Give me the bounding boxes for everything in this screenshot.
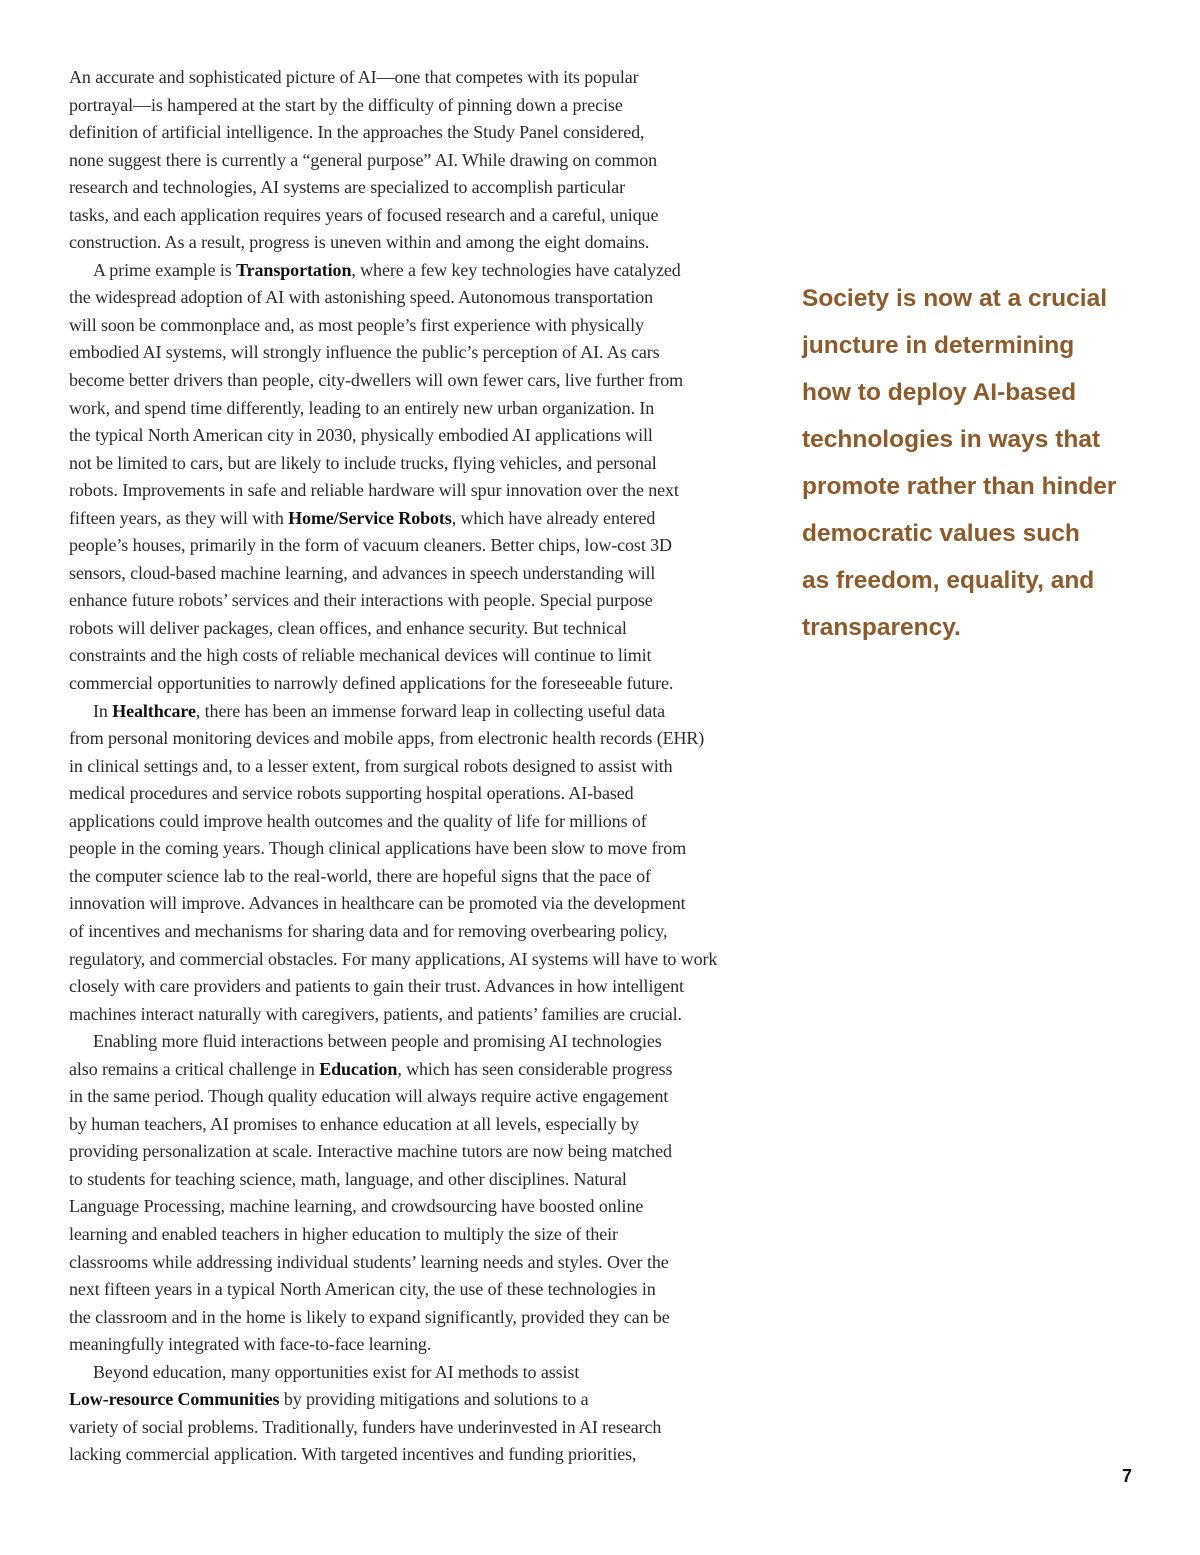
paragraph <box>69 1028 781 1359</box>
text-line: Enabling more fluid interactions between people and promising AI technologies <box>93 1031 662 1052</box>
text-line: An accurate and sophisticated picture of AI—one that competes with its popular <box>69 67 639 87</box>
text-line: variety of social problems. Traditionally, funders have underinvested in AI research <box>69 1416 662 1437</box>
text-line: machines interact naturally with caregivers, patients, and patients’ families are crucial. <box>69 1003 682 1024</box>
line-text-after: , which has seen considerable progress <box>397 1058 673 1079</box>
text-line: enhance future robots’ services and their interactions with people. Special purpose <box>69 590 653 611</box>
text-line: medical procedures and service robots supporting hospital operations. AI-based <box>69 783 634 804</box>
text-line <box>69 698 781 726</box>
paragraph <box>69 1359 781 1469</box>
pull-quote-line: technologies in ways that <box>802 426 1101 453</box>
text-line: next fifteen years in a typical North American city, the use of these technologies in <box>69 1279 656 1300</box>
text-line: providing personalization at scale. Interactive machine tutors are now being matched <box>69 1141 672 1162</box>
text-line: definition of artificial intelligence. In the approaches the Study Panel considered, <box>69 122 645 143</box>
line-text-before: also remains a critical challenge in <box>69 1058 320 1079</box>
text-line: of incentives and mechanisms for sharing data and for removing overbearing policy, <box>69 920 668 941</box>
text-line: the typical North American city in 2030, physically embodied AI applications will <box>69 425 653 446</box>
pull-quote-line: how to deploy AI-based <box>802 379 1077 406</box>
text-line: classrooms while addressing individual students’ learning needs and styles. Over the <box>69 1251 669 1272</box>
pull-quote-line: juncture in determining <box>802 332 1075 359</box>
pull-quote-line: Society is now at a crucial <box>802 285 1108 312</box>
pull-quote-line: promote rather than hinder <box>802 473 1117 500</box>
text-line: the computer science lab to the real-world, there are hopeful signs that the pace of <box>69 865 651 886</box>
text-line <box>69 1386 781 1414</box>
text-line: none suggest there is currently a “general purpose” AI. While drawing on common <box>69 149 658 170</box>
text-line: by human teachers, AI promises to enhance education at all levels, especially by <box>69 1113 639 1134</box>
text-line: not be limited to cars, but are likely to include trucks, flying vehicles, and personal <box>69 452 657 473</box>
page-number: 7 <box>1121 1466 1132 1486</box>
text-line: sensors, cloud-based machine learning, and advances in speech understanding will <box>69 562 656 583</box>
line-text-after: , which have already entered <box>451 507 656 528</box>
text-line: will soon be commonplace and, as most people’s first experience with physically <box>69 314 644 335</box>
text-line: from personal monitoring devices and mobile apps, from electronic health records (EHR) <box>69 728 705 749</box>
text-line: to students for teaching science, math, language, and other disciplines. Natural <box>69 1168 627 1189</box>
text-line: Language Processing, machine learning, and crowdsourcing have boosted online <box>69 1196 644 1217</box>
pull-quote-line: transparency. <box>802 614 961 641</box>
text-line: people in the coming years. Though clinical applications have been slow to move from <box>69 838 687 859</box>
text-line: in the same period. Though quality education will always require active engagement <box>69 1086 669 1107</box>
text-line <box>69 1056 781 1084</box>
pull-quote <box>802 275 1147 651</box>
domain-term: Home/Service Robots <box>288 507 452 528</box>
body-text <box>69 64 781 1469</box>
line-text-after: by providing mitigations and solutions to a <box>279 1389 589 1410</box>
text-line: learning and enabled teachers in higher education to multiply the size of their <box>69 1223 618 1244</box>
text-line: become better drivers than people, city-dwellers will own fewer cars, live further from <box>69 370 684 391</box>
text-line: innovation will improve. Advances in healthcare can be promoted via the development <box>69 893 686 914</box>
domain-term: Healthcare <box>112 700 196 721</box>
text-line: robots will deliver packages, clean offices, and enhance security. But technical <box>69 617 627 638</box>
text-line: closely with care providers and patients to gain their trust. Advances in how intelligent <box>69 976 684 997</box>
text-line: commercial opportunities to narrowly defined applications for the foreseeable future. <box>69 673 674 694</box>
text-line: regulatory, and commercial obstacles. For many applications, AI systems will have to work <box>69 948 718 969</box>
line-text-after: , where a few key technologies have catalyzed <box>351 259 681 280</box>
text-line: embodied AI systems, will strongly influence the public’s perception of AI. As cars <box>69 342 660 363</box>
text-line: lacking commercial application. With targeted incentives and funding priorities, <box>69 1444 637 1465</box>
text-line: in clinical settings and, to a lesser extent, from surgical robots designed to assist with <box>69 755 673 776</box>
domain-term: Transportation <box>236 259 352 280</box>
text-line: work, and spend time differently, leading to an entirely new urban organization. In <box>69 397 655 418</box>
text-line: portrayal—is hampered at the start by the difficulty of pinning down a precise <box>69 94 623 115</box>
paragraph <box>69 257 781 698</box>
text-line: meaningfully integrated with face-to-face learning. <box>69 1334 432 1355</box>
text-line: the classroom and in the home is likely to expand significantly, provided they can be <box>69 1306 670 1327</box>
line-text-before: In <box>93 700 113 721</box>
line-text-before: fifteen years, as they will with <box>69 507 289 528</box>
text-line <box>69 257 781 285</box>
text-line: robots. Improvements in safe and reliable hardware will spur innovation over the next <box>69 480 679 501</box>
text-line: constraints and the high costs of reliable mechanical devices will continue to limit <box>69 645 652 666</box>
domain-term: Education <box>319 1058 398 1079</box>
line-text-before: A prime example is <box>93 259 237 280</box>
line-text-after: , there has been an immense forward leap in collecting useful data <box>195 700 666 721</box>
paragraph <box>69 64 781 257</box>
text-line <box>69 505 781 533</box>
pull-quote-line: as freedom, equality, and <box>802 567 1095 594</box>
text-line: research and technologies, AI systems are specialized to accomplish particular <box>69 177 625 198</box>
text-line: people’s houses, primarily in the form of vacuum cleaners. Better chips, low-cost 3D <box>69 535 672 556</box>
domain-term: Low-resource Communities <box>69 1389 280 1410</box>
text-line: construction. As a result, progress is uneven within and among the eight domains. <box>69 232 650 253</box>
text-line: the widespread adoption of AI with astonishing speed. Autonomous transportation <box>69 287 654 308</box>
text-line: Beyond education, many opportunities exist for AI methods to assist <box>93 1361 580 1382</box>
text-line: tasks, and each application requires years of focused research and a careful, unique <box>69 204 659 225</box>
paragraph <box>69 698 781 1029</box>
pull-quote-line: democratic values such <box>802 520 1080 547</box>
text-line: applications could improve health outcomes and the quality of life for millions of <box>69 810 647 831</box>
